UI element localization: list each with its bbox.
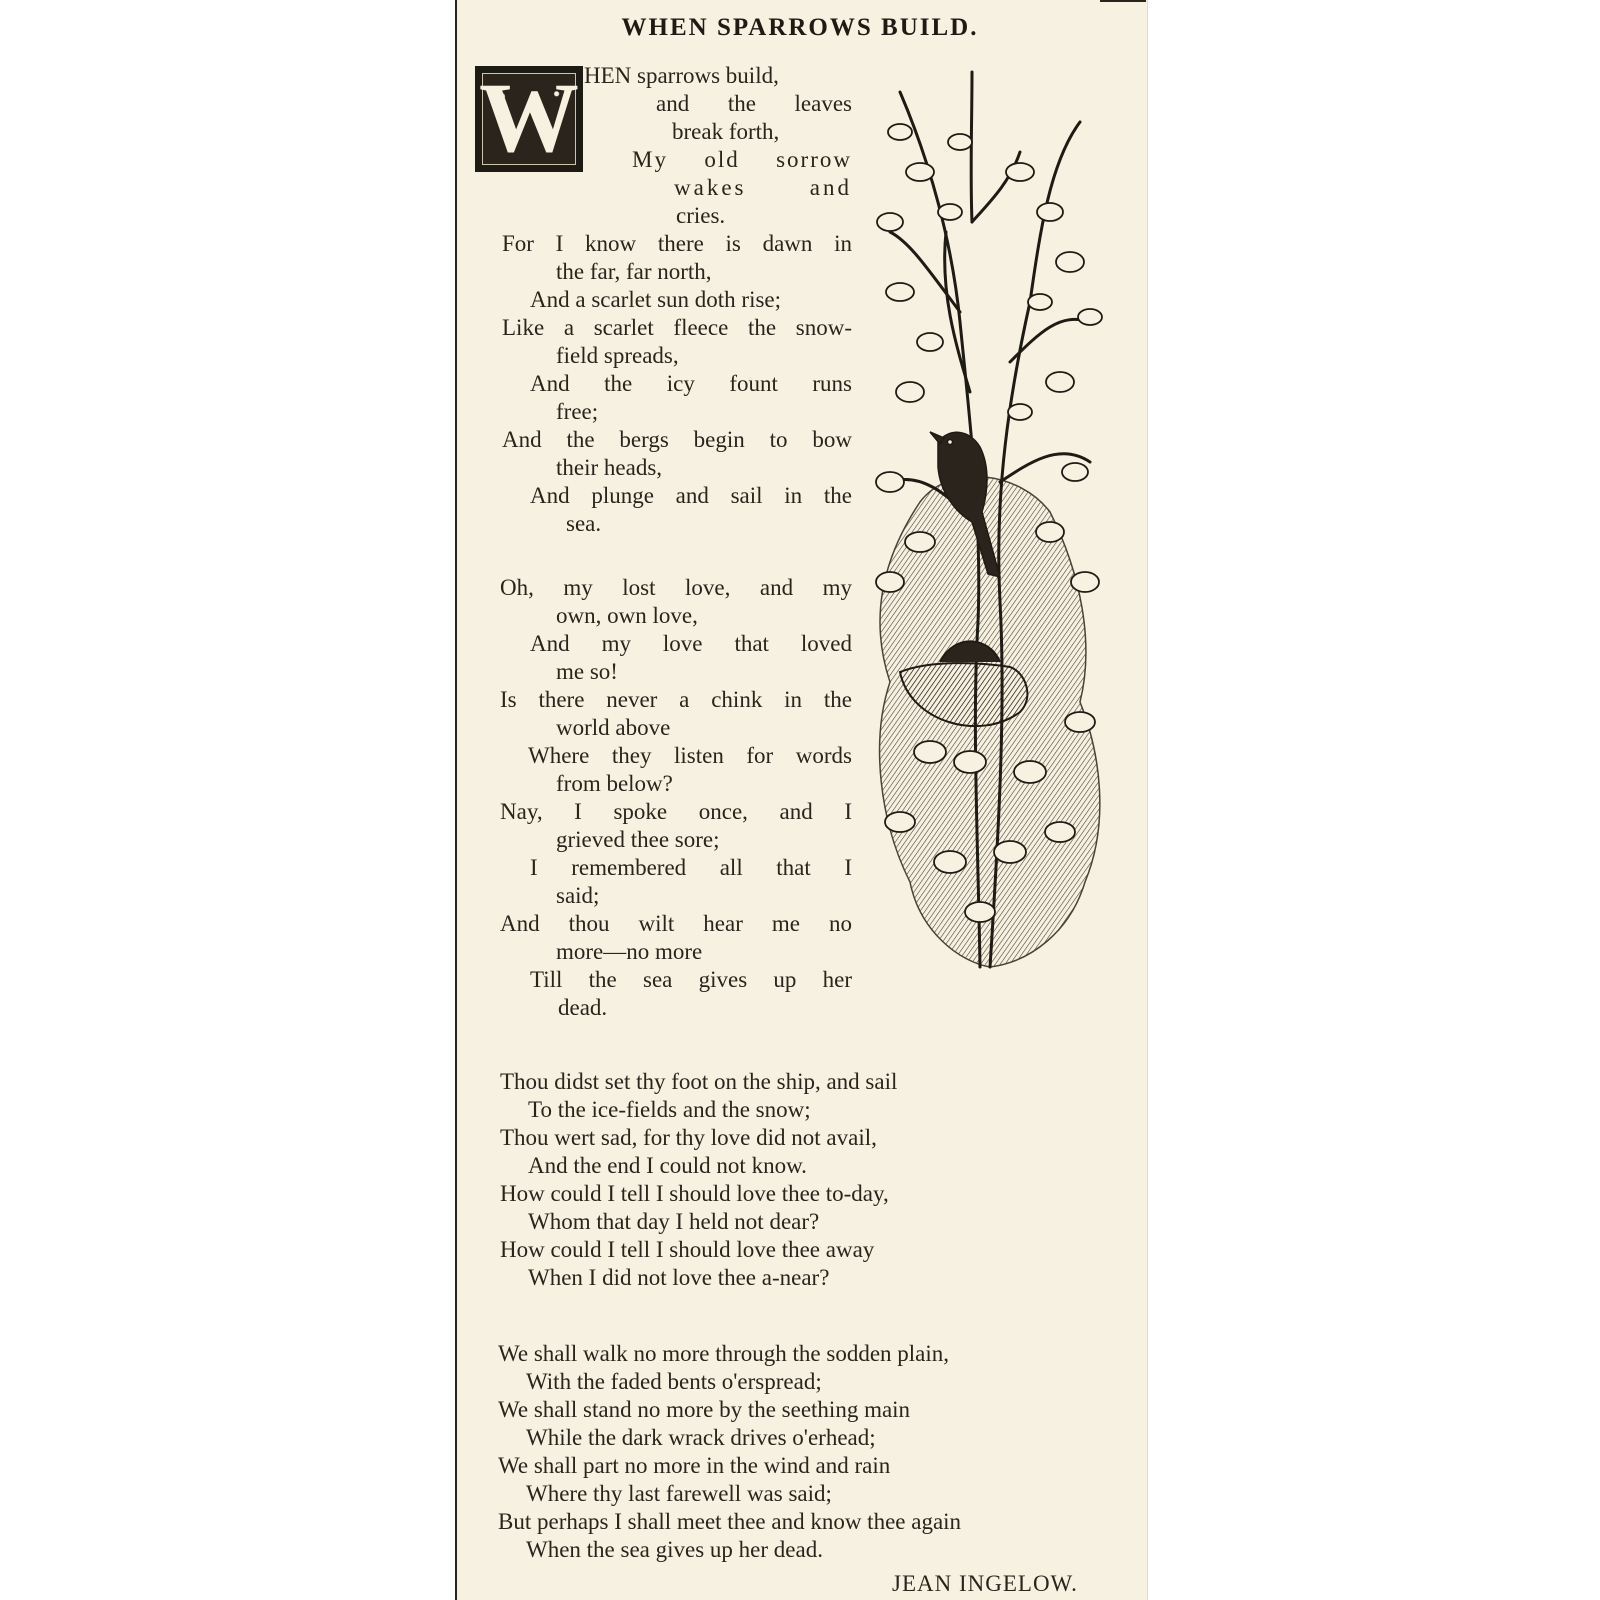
poem-line: For I know there is dawn in <box>502 231 852 256</box>
poem-line: HEN sparrows build, <box>584 63 779 88</box>
poem-line: me so! <box>556 659 618 684</box>
poem-line: Thou didst set thy foot on the ship, and sail <box>500 1069 898 1094</box>
poem-line: Oh, my lost love, and my <box>500 575 852 600</box>
drop-cap-letter: W <box>479 62 579 173</box>
poem-line: field spreads, <box>556 343 679 368</box>
author-signature: JEAN INGELOW. <box>892 1571 1078 1596</box>
poem-line: Nay, I spoke once, and I <box>500 799 852 824</box>
poem-line: Whom that day I held not dear? <box>528 1209 820 1234</box>
poem-line: And thou wilt hear me no <box>500 911 852 936</box>
poem-line: Where they listen for words <box>528 743 852 768</box>
poem-line: Till the sea gives up her <box>530 967 852 992</box>
poem-line: How could I tell I should love thee to-day, <box>500 1181 889 1206</box>
poem-line: To the ice-fields and the snow; <box>528 1097 811 1122</box>
poem-line: With the faded bents o'erspread; <box>526 1369 822 1394</box>
poem-title: WHEN SPARROWS BUILD. <box>621 14 979 41</box>
poem-line: own, own love, <box>556 603 698 628</box>
poem-line: I remembered all that I <box>530 855 852 880</box>
poem-line: free; <box>556 399 599 424</box>
poem-line: the far, far north, <box>556 259 712 284</box>
poem-line: dead. <box>558 995 608 1020</box>
poem-line: Is there never a chink in the <box>500 687 852 712</box>
poem-line: We shall stand no more by the seething main <box>498 1397 911 1422</box>
poem-line: cries. <box>676 203 726 228</box>
top-rule <box>1100 0 1146 2</box>
poem-line: their heads, <box>556 455 663 480</box>
poem-line: And a scarlet sun doth rise; <box>530 287 782 312</box>
poem-line: Where thy last farewell was said; <box>526 1481 832 1506</box>
poem-line: We shall part no more in the wind and rain <box>498 1453 891 1478</box>
poem-line: And my love that loved <box>530 631 852 656</box>
poem-line: And the bergs begin to bow <box>502 427 852 452</box>
poem-line: And plunge and sail in the <box>530 483 852 508</box>
poem-line: When I did not love thee a-near? <box>528 1265 830 1290</box>
poem-line: How could I tell I should love thee away <box>500 1237 875 1262</box>
drop-cap-initial <box>475 62 583 173</box>
poem-line: and the leaves <box>656 91 852 116</box>
poem-line: When the sea gives up her dead. <box>526 1537 823 1562</box>
poem-line: from below? <box>556 771 673 796</box>
poem-line: And the end I could not know. <box>528 1153 807 1178</box>
poem-line: Thou wert sad, for thy love did not avail, <box>500 1125 877 1150</box>
poem-line: And the icy fount runs <box>530 371 852 396</box>
poem-line: While the dark wrack drives o'erhead; <box>526 1425 876 1450</box>
poem-line: said; <box>556 883 600 908</box>
poem-line: Like a scarlet fleece the snow- <box>502 315 852 340</box>
poem-line: break forth, <box>672 119 780 144</box>
poem-line: But perhaps I shall meet thee and know thee again <box>498 1509 962 1534</box>
poem-line: world above <box>556 715 671 740</box>
poem-line: sea. <box>566 511 602 536</box>
poem-line: wakes and <box>674 175 852 200</box>
poem-line: grieved thee sore; <box>556 827 720 852</box>
poem-line: My old sorrow <box>632 147 852 172</box>
poem-line: We shall walk no more through the sodden plain, <box>498 1341 950 1366</box>
poem-line: more—no more <box>556 939 703 964</box>
bird-nest-illustration <box>860 62 1120 982</box>
